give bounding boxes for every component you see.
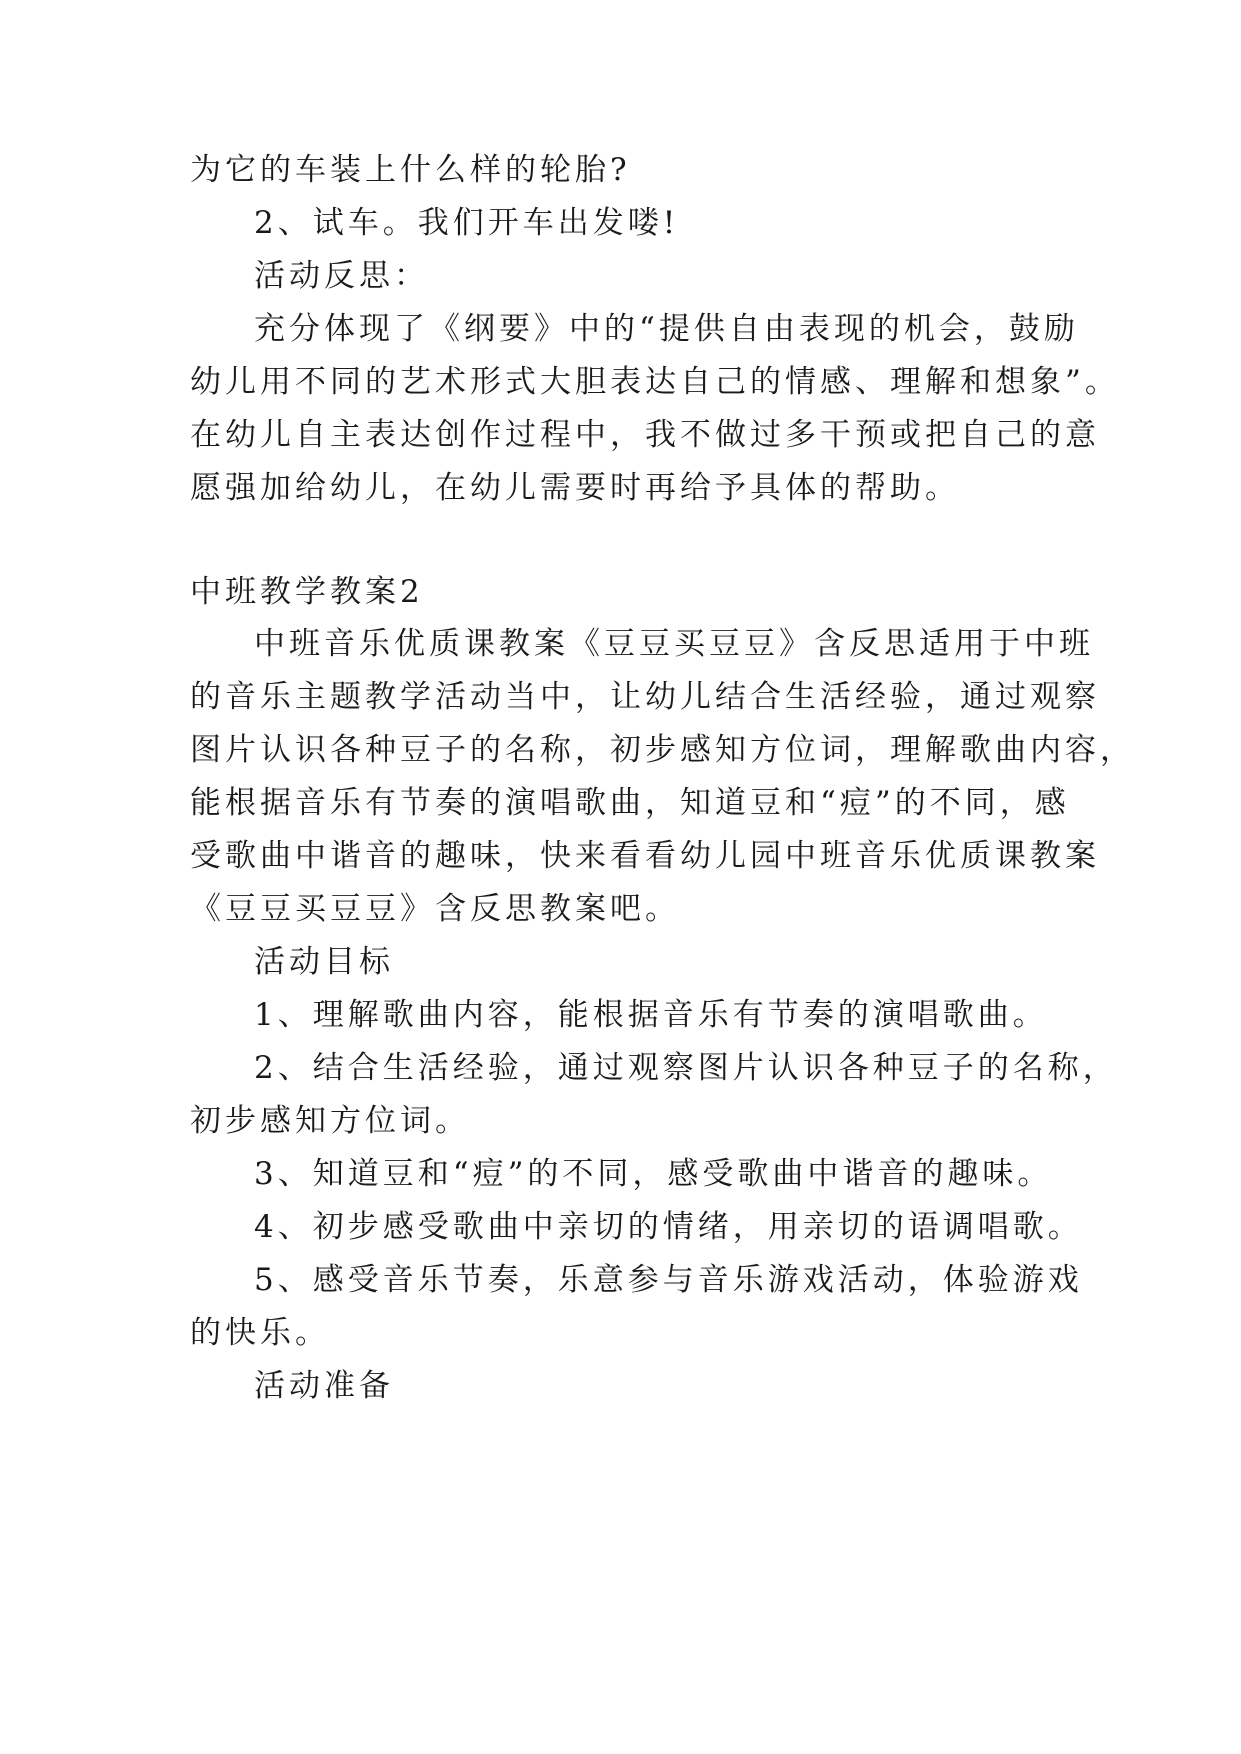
- goal-item-continuation: 初步感知方位词。: [190, 1103, 470, 1139]
- goal-item: 3、知道豆和“痘”的不同，感受歌曲中谐音的趣味。: [254, 1156, 1053, 1192]
- paragraph-line: 充分体现了《纲要》中的“提供自由表现的机会，鼓励: [254, 311, 1079, 347]
- paragraph-line: 在幼儿自主表达创作过程中，我不做过多干预或把自己的意: [190, 417, 1100, 453]
- paragraph-line: 能根据音乐有节奏的演唱歌曲，知道豆和“痘”的不同，感: [190, 785, 1070, 821]
- paragraph-line: 幼儿用不同的艺术形式大胆表达自己的情感、理解和想象”。: [190, 364, 1120, 400]
- goal-item: 2、结合生活经验，通过观察图片认识各种豆子的名称，: [254, 1050, 1118, 1086]
- section-title: 中班教学教案2: [190, 574, 424, 610]
- goals-heading: 活动目标: [254, 944, 394, 980]
- paragraph-line: 的音乐主题教学活动当中，让幼儿结合生活经验，通过观察: [190, 679, 1100, 715]
- goal-item: 5、感受音乐节奏，乐意参与音乐游戏活动，体验游戏: [254, 1262, 1083, 1298]
- paragraph-line: 2、试车。我们开车出发喽!: [254, 205, 680, 241]
- paragraph-line: 愿强加给幼儿，在幼儿需要时再给予具体的帮助。: [190, 470, 960, 506]
- paragraph-line: 《豆豆买豆豆》含反思教案吧。: [190, 891, 680, 927]
- reflection-heading: 活动反思：: [254, 258, 429, 294]
- preparation-heading: 活动准备: [254, 1368, 394, 1404]
- goal-item: 1、理解歌曲内容，能根据音乐有节奏的演唱歌曲。: [254, 997, 1048, 1033]
- goal-item-continuation: 的快乐。: [190, 1315, 330, 1351]
- paragraph-line: 为它的车装上什么样的轮胎?: [190, 152, 631, 188]
- paragraph-line: 图片认识各种豆子的名称，初步感知方位词，理解歌曲内容，: [190, 732, 1135, 768]
- paragraph-line: 中班音乐优质课教案《豆豆买豆豆》含反思适用于中班: [254, 626, 1094, 662]
- paragraph-line: 受歌曲中谐音的趣味，快来看看幼儿园中班音乐优质课教案: [190, 838, 1100, 874]
- goal-item: 4、初步感受歌曲中亲切的情绪，用亲切的语调唱歌。: [254, 1209, 1083, 1245]
